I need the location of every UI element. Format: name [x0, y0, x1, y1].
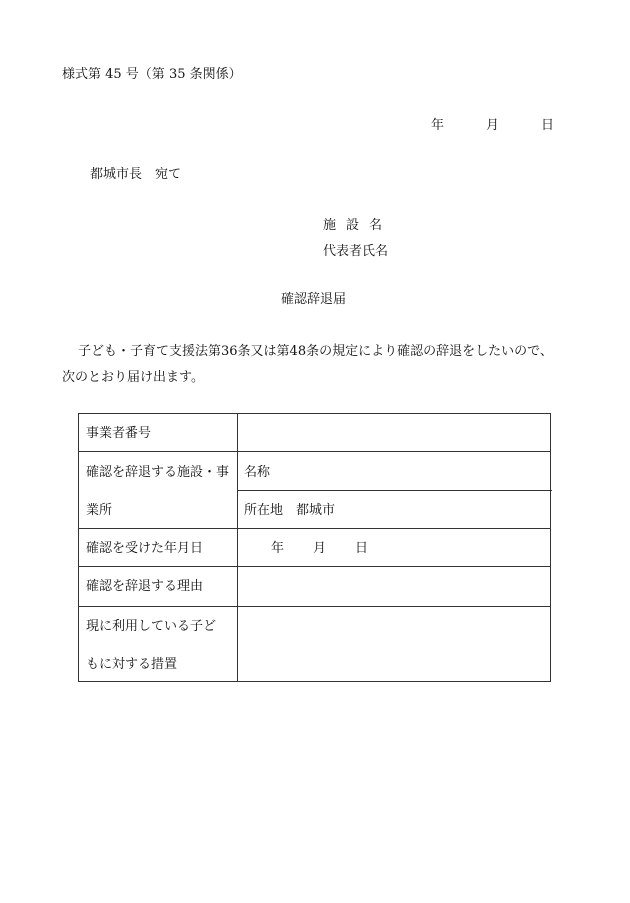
confirmed-date-year: 年	[271, 541, 285, 556]
confirmed-date-month: 月	[313, 541, 327, 556]
facility-address-label: 所在地 都城市	[244, 503, 336, 518]
reason-value[interactable]	[244, 574, 544, 598]
addressee-name: 都城市長	[90, 167, 143, 182]
facility-label-line-1: 確認を辞退する施設・事	[86, 465, 230, 480]
business-number-label: 事業者番号	[86, 426, 152, 441]
body-text-line-1: 子ども・子育て支援法第36条又は第48条の規定により確認の辞退をしたいので、	[78, 344, 553, 359]
date-year-label: 年	[431, 118, 445, 133]
form-number: 様式第 45 号（第 35 条関係）	[62, 67, 242, 82]
measures-label-line-2: もに対する措置	[86, 657, 178, 672]
facility-name-label-cell: 名称	[244, 465, 271, 480]
table-row-divider	[79, 528, 550, 529]
date-month-label: 月	[486, 118, 500, 133]
table-row-divider	[79, 451, 550, 452]
table-column-divider	[237, 414, 238, 681]
measures-label-line-1: 現に利用している子ど	[86, 619, 217, 634]
addressee-suffix: 宛て	[155, 167, 182, 182]
facility-name-label: 施設名	[323, 218, 393, 233]
body-text-line-2: 次のとおり届け出ます。	[62, 370, 204, 385]
document-title: 確認辞退届	[281, 292, 347, 307]
addressee	[90, 168, 181, 181]
reason-label: 確認を辞退する理由	[86, 579, 204, 594]
facility-label-line-2: 業所	[86, 503, 113, 518]
table-row-divider	[79, 606, 550, 607]
table-row-divider	[237, 490, 552, 491]
business-number-value[interactable]	[244, 422, 544, 444]
date-day-label: 日	[541, 118, 555, 133]
info-table	[78, 413, 551, 682]
table-row-divider	[79, 566, 550, 567]
measures-value[interactable]	[244, 614, 544, 674]
representative-label: 代表者氏名	[323, 244, 389, 259]
confirmed-date-label: 確認を受けた年月日	[86, 541, 204, 556]
confirmed-date-day: 日	[355, 541, 369, 556]
